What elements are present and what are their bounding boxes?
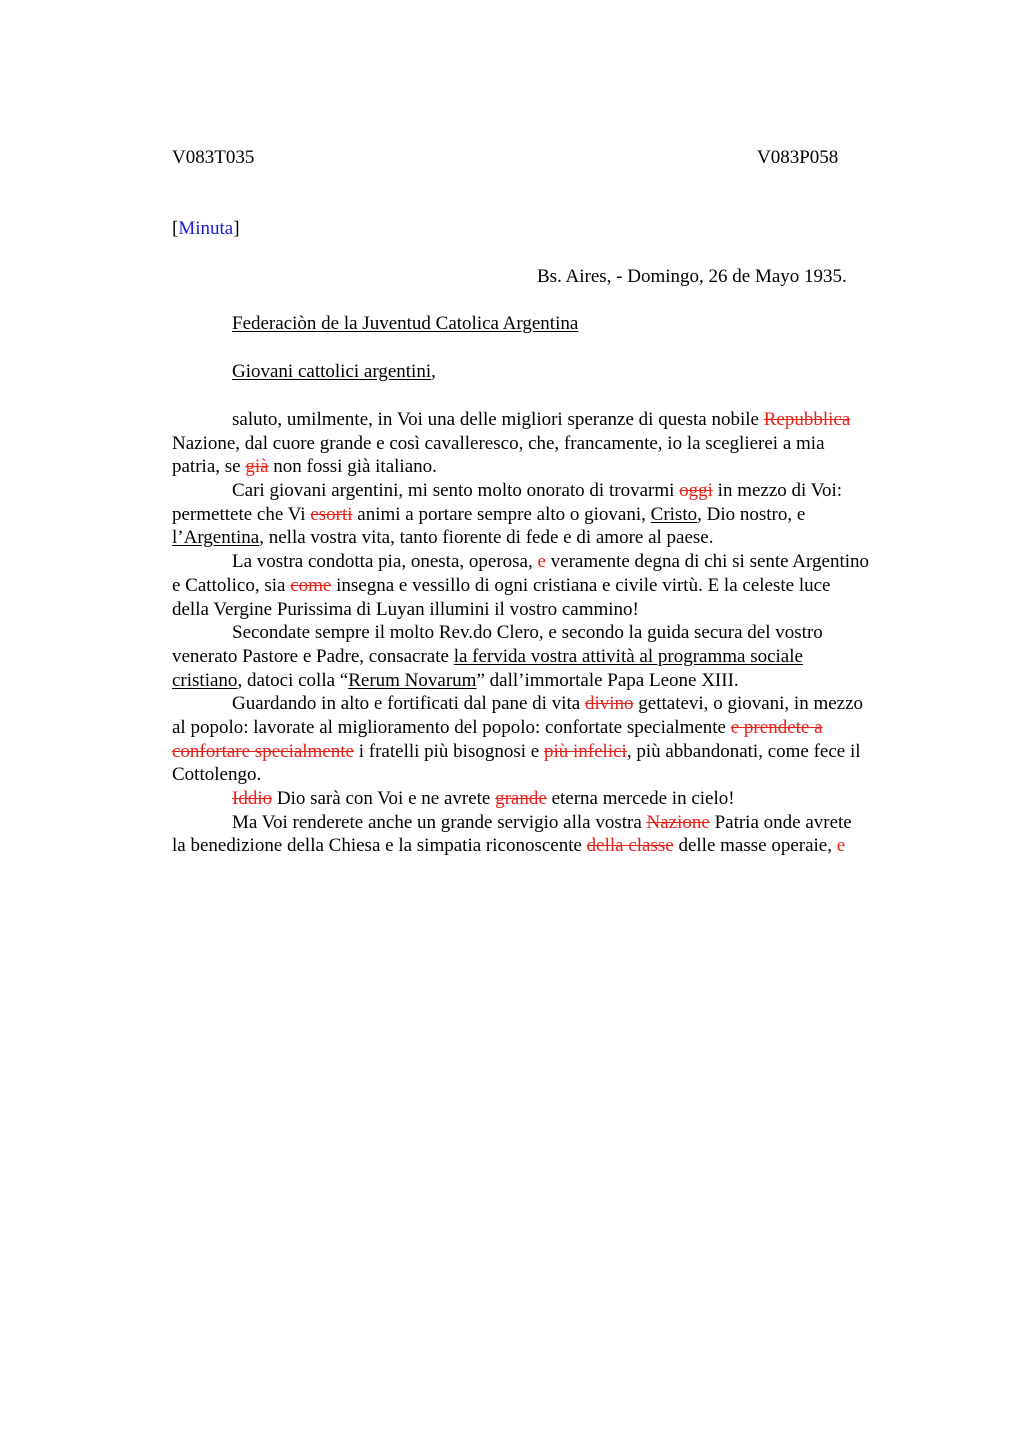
deleted-text: oggi <box>679 480 713 502</box>
body-line: permettete che Vi esorti animi a portare sempre alto o giovani, Cristo, Dio nostro, e <box>172 503 806 525</box>
body-line: patria, se già non fossi già italiano. <box>172 456 437 478</box>
underlined-text: Cristo <box>650 503 698 525</box>
address-salutation <box>232 361 436 383</box>
deleted-text: Nazione <box>646 811 710 833</box>
document-code-right: V083P058 <box>757 147 839 168</box>
annotation-label: Minuta <box>178 218 234 239</box>
body-line: saluto, umilmente, in Voi una delle migliori speranze di questa nobile Repubblica <box>232 409 851 430</box>
underlined-text: cristiano <box>172 669 238 691</box>
deleted-text: divino <box>584 693 634 715</box>
deleted-text: confortare specialmente <box>172 740 354 762</box>
red-insertion: e <box>836 835 846 857</box>
federation-name: Federaciòn de la Juventud Catolica Argentina <box>232 313 579 334</box>
body-line: l’Argentina, nella vostra vita, tanto fiorente di fede e di amore al paese. <box>172 527 714 549</box>
body-line: la benedizione della Chiesa e la simpatia riconoscente della classe delle masse operaie, e <box>172 835 846 857</box>
deleted-text: già <box>245 456 269 478</box>
body-line: e Cattolico, sia come insegna e vessillo di ogni cristiana e civile virtù. E la celeste luce <box>172 574 831 596</box>
deleted-text: come <box>290 574 332 596</box>
body-line: Ma Voi renderete anche un grande servigio alla vostra Nazione Patria onde avrete <box>232 811 852 833</box>
minuta-annotation <box>172 218 240 240</box>
deleted-text: Iddio <box>232 788 273 809</box>
underlined-text: la fervida vostra attività al programma sociale <box>453 645 803 667</box>
underlined-text: l’Argentina <box>172 527 260 549</box>
body-line: Guardando in alto e fortificati dal pane di vita divino gettatevi, o giovani, in mezzo <box>232 693 864 715</box>
deleted-text: grande <box>495 788 547 809</box>
body-line: La vostra condotta pia, onesta, operosa, e veramente degna di chi si sente Argentino <box>232 551 870 573</box>
document-code-left: V083T035 <box>172 147 255 168</box>
body-line: Secondate sempre il molto Rev.do Clero, e secondo la guida secura del vostro <box>232 622 823 644</box>
deleted-text: della classe <box>586 835 674 857</box>
annotation-close-bracket: ] <box>233 218 240 239</box>
body-line: Cottolengo. <box>172 764 262 786</box>
dateline: Bs. Aires, - Domingo, 26 de Mayo 1935. <box>537 266 847 287</box>
body-line: della Vergine Purissima di Luyan illumini il vostro cammino! <box>172 598 639 620</box>
deleted-text: più infelici <box>543 740 627 762</box>
body-line: Nazione, dal cuore grande e così cavalleresco, che, francamente, io la sceglierei a mia <box>172 432 825 454</box>
address-text: Giovani cattolici argentini <box>232 361 432 382</box>
body-line: venerato Pastore e Padre, consacrate la fervida vostra attività al programma sociale <box>172 645 803 667</box>
body-line: al popolo: lavorate al miglioramento del popolo: confortate specialmente e prendete a <box>172 716 823 738</box>
deleted-text: Repubblica <box>763 409 851 430</box>
annotation-open-bracket: [ <box>172 218 179 239</box>
federation-salutation <box>232 313 578 335</box>
body-line: confortare specialmente i fratelli più bisognosi e più infelici, più abbandonati, come fece il <box>172 740 861 762</box>
body-line: Cari giovani argentini, mi sento molto onorato di trovarmi oggi in mezzo di Voi: <box>232 480 843 502</box>
address-punctuation: , <box>431 361 436 382</box>
letter-body <box>172 408 912 858</box>
deleted-text: e prendete a <box>730 716 823 738</box>
body-line: cristiano, datoci colla “Rerum Novarum” dall’immortale Papa Leone XIII. <box>172 669 739 691</box>
body-line: Iddio Dio sarà con Voi e ne avrete grande eterna mercede in cielo! <box>232 788 735 809</box>
red-insertion: e <box>537 551 546 573</box>
deleted-text: esorti <box>310 503 353 525</box>
underlined-text: Rerum Novarum <box>348 669 477 691</box>
